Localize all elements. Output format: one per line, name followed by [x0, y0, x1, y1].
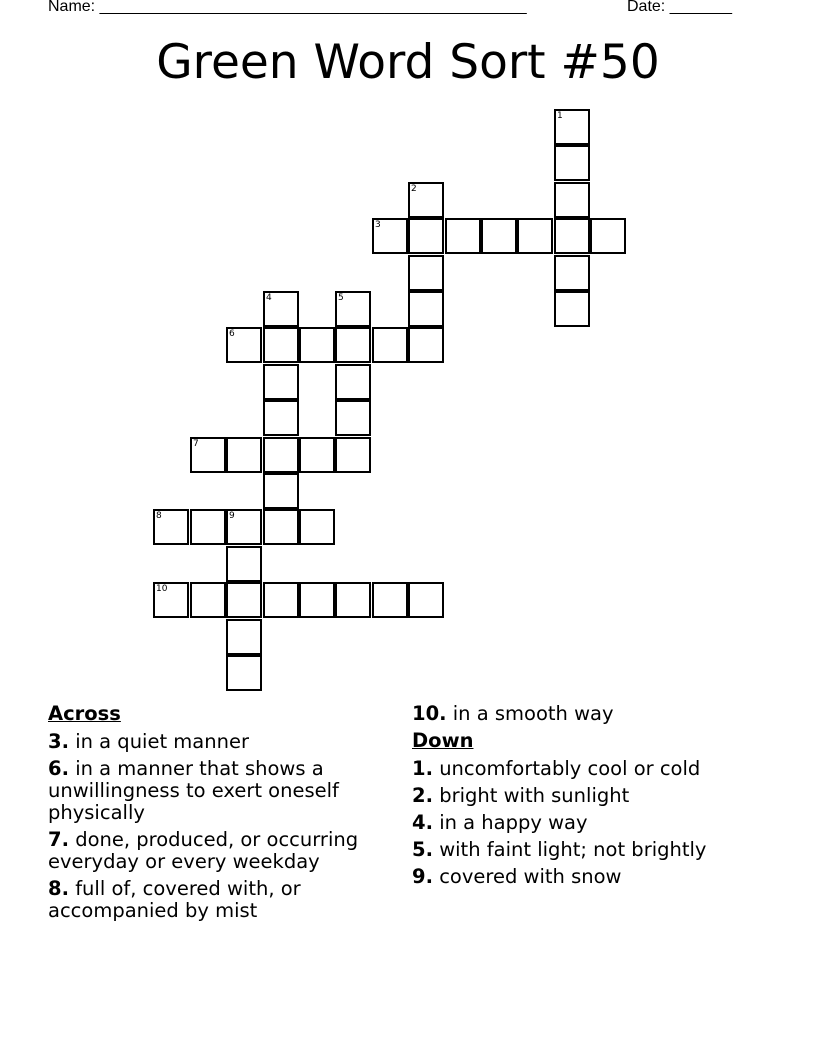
- grid-cell[interactable]: [408, 582, 444, 618]
- clue-text: in a quiet manner: [75, 730, 249, 753]
- grid-cell[interactable]: [226, 582, 262, 618]
- cell-number: 10: [156, 584, 168, 594]
- cell-number: 1: [557, 111, 563, 121]
- grid-cell[interactable]: [408, 291, 444, 327]
- clue-text: bright with sunlight: [439, 784, 630, 807]
- grid-cell[interactable]: [263, 582, 299, 618]
- clue-number: 3.: [48, 730, 69, 753]
- grid-cell[interactable]: [554, 145, 590, 181]
- grid-cell[interactable]: [153, 509, 189, 545]
- grid-cell[interactable]: [299, 327, 335, 363]
- grid-cell[interactable]: [226, 437, 262, 473]
- grid-cell[interactable]: [335, 400, 371, 436]
- clue-text: with faint light; not brightly: [439, 838, 707, 861]
- page-title: Green Word Sort #50: [156, 35, 660, 90]
- grid-cell[interactable]: [190, 437, 226, 473]
- clues-right-column: [412, 703, 772, 893]
- clue-down-5: [412, 839, 772, 861]
- clue-across-3: [48, 731, 378, 753]
- clue-number: 8.: [48, 877, 69, 900]
- grid-cell[interactable]: [554, 291, 590, 327]
- clue-text: full of, covered with, or accompanied by mist: [48, 877, 301, 922]
- clue-text: in a manner that shows a unwillingness to exert oneself physically: [48, 757, 339, 824]
- grid-cell[interactable]: [335, 364, 371, 400]
- down-heading: Down: [412, 729, 474, 752]
- clue-number: 1.: [412, 757, 433, 780]
- cell-number: 3: [375, 220, 381, 230]
- cell-number: 7: [193, 439, 199, 449]
- clue-down-1: [412, 758, 772, 780]
- grid-cell[interactable]: [554, 109, 590, 145]
- grid-cell[interactable]: [554, 182, 590, 218]
- grid-cell[interactable]: [263, 509, 299, 545]
- grid-cell[interactable]: [226, 619, 262, 655]
- cell-number: 6: [229, 329, 235, 339]
- clue-down-2: [412, 785, 772, 807]
- grid-cell[interactable]: [408, 182, 444, 218]
- clue-number: 4.: [412, 811, 433, 834]
- grid-cell[interactable]: [263, 473, 299, 509]
- grid-cell[interactable]: [372, 582, 408, 618]
- cell-number: 8: [156, 511, 162, 521]
- grid-cell[interactable]: [263, 291, 299, 327]
- clue-number: 7.: [48, 828, 69, 851]
- grid-cell[interactable]: [445, 218, 481, 254]
- clue-number: 9.: [412, 865, 433, 888]
- grid-cell[interactable]: [263, 400, 299, 436]
- clue-down-4: [412, 812, 772, 834]
- name-field-label: Name: ________________________________________________: [48, 0, 527, 15]
- across-heading: Across: [48, 702, 121, 725]
- cell-number: 9: [229, 511, 235, 521]
- clue-number: 5.: [412, 838, 433, 861]
- clue-number: 10.: [412, 702, 447, 725]
- clue-number: 2.: [412, 784, 433, 807]
- grid-cell[interactable]: [408, 327, 444, 363]
- grid-cell[interactable]: [372, 218, 408, 254]
- grid-cell[interactable]: [263, 327, 299, 363]
- grid-cell[interactable]: [335, 582, 371, 618]
- grid-cell[interactable]: [226, 546, 262, 582]
- clue-text: covered with snow: [439, 865, 622, 888]
- grid-cell[interactable]: [299, 509, 335, 545]
- grid-cell[interactable]: [554, 255, 590, 291]
- clues-left-column: [48, 703, 378, 927]
- grid-cell[interactable]: [263, 364, 299, 400]
- grid-cell[interactable]: [481, 218, 517, 254]
- grid-cell[interactable]: [226, 509, 262, 545]
- grid-cell[interactable]: [408, 255, 444, 291]
- grid-cell[interactable]: [153, 582, 189, 618]
- cell-number: 4: [266, 293, 272, 303]
- date-field-label: Date: _______: [627, 0, 732, 15]
- grid-cell[interactable]: [190, 509, 226, 545]
- cell-number: 2: [411, 184, 417, 194]
- grid-cell[interactable]: [335, 291, 371, 327]
- grid-cell[interactable]: [408, 218, 444, 254]
- clue-text: in a smooth way: [452, 702, 614, 725]
- clue-text: done, produced, or occurring everyday or every weekday: [48, 828, 359, 873]
- grid-cell[interactable]: [372, 327, 408, 363]
- cell-number: 5: [338, 293, 344, 303]
- grid-cell[interactable]: [226, 327, 262, 363]
- clue-text: uncomfortably cool or cold: [439, 757, 701, 780]
- grid-cell[interactable]: [299, 582, 335, 618]
- clue-across-8: [48, 878, 378, 922]
- grid-cell[interactable]: [590, 218, 626, 254]
- grid-cell[interactable]: [554, 218, 590, 254]
- grid-cell[interactable]: [226, 655, 262, 691]
- grid-cell[interactable]: [335, 327, 371, 363]
- clue-across-7: [48, 829, 378, 873]
- grid-cell[interactable]: [190, 582, 226, 618]
- clue-across-10: [412, 703, 772, 725]
- clue-number: 6.: [48, 757, 69, 780]
- clue-text: in a happy way: [439, 811, 588, 834]
- grid-cell[interactable]: [263, 437, 299, 473]
- grid-cell[interactable]: [299, 437, 335, 473]
- grid-cell[interactable]: [517, 218, 553, 254]
- clue-across-6: [48, 758, 378, 824]
- clue-down-9: [412, 866, 772, 888]
- grid-cell[interactable]: [335, 437, 371, 473]
